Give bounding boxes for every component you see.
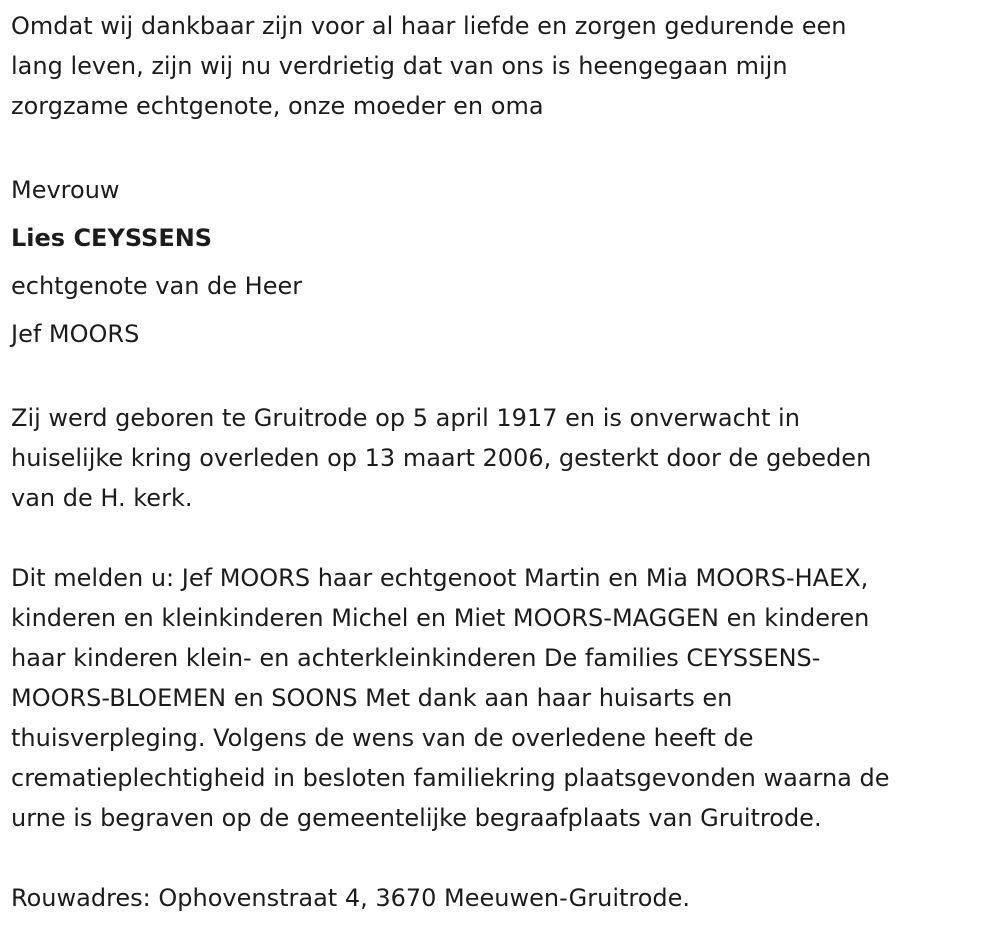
announcement-line: crematieplechtigheid in besloten familiekring plaatsgevonden waarna de bbox=[11, 764, 890, 792]
paragraph-gap bbox=[11, 358, 996, 398]
address-paragraph bbox=[11, 878, 996, 918]
announcement-line: kinderen en kleinkinderen Michel en Miet MOORS-MAGGEN en kinderen bbox=[11, 604, 870, 632]
announcement-line: urne is begraven op de gemeentelijke begraafplaats van Gruitrode. bbox=[11, 804, 822, 832]
deceased-name: Lies CEYSSENS bbox=[11, 224, 213, 252]
paragraph-gap bbox=[11, 126, 996, 166]
announcement-line: Dit melden u: Jef MOORS haar echtgenoot Martin en Mia MOORS-HAEX, bbox=[11, 564, 869, 592]
intro-line: zorgzame echtgenote, onze moeder en oma bbox=[11, 92, 544, 120]
person-block bbox=[11, 166, 996, 358]
intro-line: lang leven, zijn wij nu verdrietig dat van ons is heengegaan mijn bbox=[11, 52, 788, 80]
announcement-line: thuisverpleging. Volgens de wens van de overledene heeft de bbox=[11, 724, 754, 752]
birth-death-line: huiselijke kring overleden op 13 maart 2006, gesterkt door de gebeden bbox=[11, 444, 872, 472]
announcement-paragraph bbox=[11, 558, 996, 838]
mourning-address: Rouwadres: Ophovenstraat 4, 3670 Meeuwen-Gruitrode. bbox=[11, 884, 691, 912]
intro-line: Omdat wij dankbaar zijn voor al haar liefde en zorgen gedurende een bbox=[11, 12, 847, 40]
announcement-line: MOORS-BLOEMEN en SOONS Met dank aan haar huisarts en bbox=[11, 684, 733, 712]
birth-death-paragraph bbox=[11, 398, 996, 518]
obituary-document bbox=[11, 6, 996, 918]
paragraph-gap bbox=[11, 518, 996, 558]
relation-text: echtgenote van de Heer bbox=[11, 272, 303, 300]
salutation: Mevrouw bbox=[11, 176, 120, 204]
intro-paragraph bbox=[11, 6, 996, 126]
spouse-name: Jef MOORS bbox=[11, 320, 140, 348]
birth-death-line: Zij werd geboren te Gruitrode op 5 april 1917 en is onverwacht in bbox=[11, 404, 800, 432]
announcement-line: haar kinderen klein- en achterkleinkinderen De families CEYSSENS- bbox=[11, 644, 821, 672]
paragraph-gap bbox=[11, 838, 996, 878]
birth-death-line: van de H. kerk. bbox=[11, 484, 193, 512]
